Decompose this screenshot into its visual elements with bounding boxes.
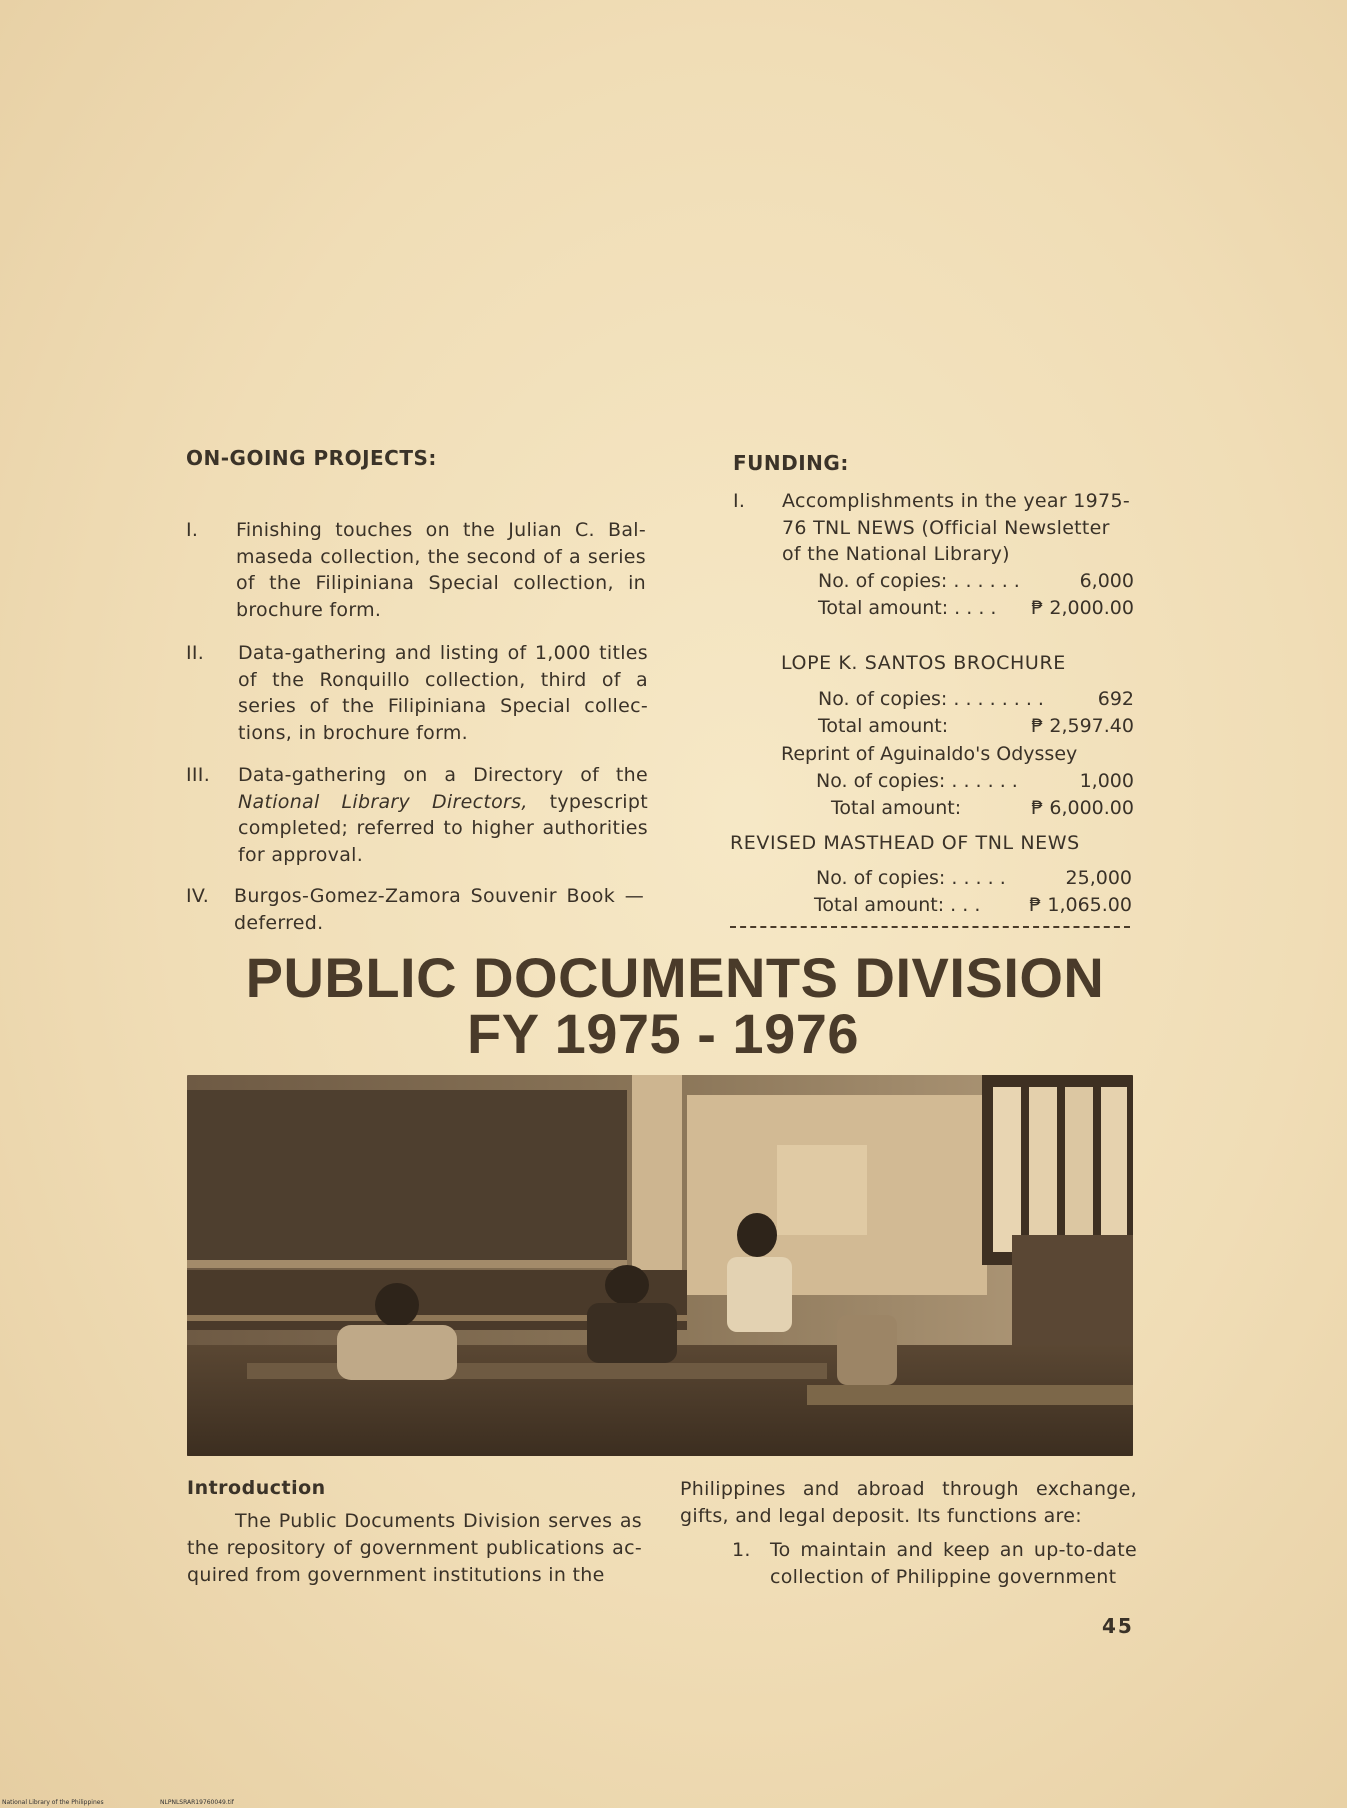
- row-value: ₱ 2,000.00: [1031, 597, 1134, 619]
- reprint-heading: Reprint of Aguinaldo's Odyssey: [781, 743, 1078, 765]
- library-reading-room-photo: [187, 1075, 1133, 1456]
- funding-item: [733, 488, 1133, 568]
- list-text-part: Data-gathering on a Directory of the: [238, 764, 648, 786]
- list-number: I.: [733, 490, 746, 512]
- lope-heading: LOPE K. SANTOS BROCHURE: [781, 652, 1066, 674]
- divider-line: [730, 926, 1130, 928]
- list-number: 1.: [732, 1539, 751, 1561]
- row-label: No. of copies: . . . . .: [816, 867, 1006, 889]
- tnl-amount-row: [818, 595, 1134, 621]
- row-value: 1,000: [1079, 770, 1134, 792]
- row-label: Total amount:: [818, 715, 949, 737]
- function-list-item: [732, 1537, 1137, 1597]
- row-value: ₱ 6,000.00: [1031, 797, 1134, 819]
- row-value: ₱ 2,597.40: [1031, 715, 1134, 737]
- row-label: No. of copies: . . . . . .: [818, 570, 1020, 592]
- row-value: ₱ 1,065.00: [1029, 894, 1132, 916]
- list-text: To maintain and keep an up-to-date collection of Philippine government: [770, 1539, 1137, 1588]
- list-text: Data-gathering and listing of 1,000 titles of the Ronquillo collection, third of a series of the Filipiniana Special collec-tions, in brochure form.: [238, 642, 648, 744]
- list-item: [186, 762, 648, 872]
- list-text: Burgos-Gomez-Zamora Souvenir Book — deferred.: [234, 885, 644, 934]
- row-label: Total amount: . . .: [814, 894, 981, 916]
- introduction-text-right: Philippines and abroad through exchange, gifts, and legal deposit. Its functions are:: [680, 1478, 1137, 1527]
- row-label: Total amount:: [831, 797, 962, 819]
- list-item: [186, 883, 648, 943]
- row-label: Total amount: . . . .: [818, 597, 997, 619]
- row-value: 6,000: [1079, 570, 1134, 592]
- funding-heading: FUNDING:: [733, 451, 849, 475]
- list-item: [186, 640, 648, 750]
- list-text-part: typescript completed; referred to higher authorities for approval.: [238, 790, 648, 866]
- introduction-heading: Introduction: [187, 1477, 326, 1499]
- list-item: [186, 517, 648, 627]
- reprint-amount-row: [831, 795, 1134, 821]
- lope-amount-row: [818, 713, 1134, 739]
- page-number: 45: [1102, 1614, 1134, 1638]
- list-text-italic: National Library Directors,: [238, 790, 528, 813]
- row-value: 692: [1097, 688, 1134, 710]
- lope-copies-row: [818, 686, 1134, 712]
- masthead-heading: REVISED MASTHEAD OF TNL NEWS: [730, 832, 1080, 854]
- list-number: I.: [186, 519, 199, 541]
- row-label: No. of copies: . . . . . . . .: [818, 688, 1044, 710]
- list-text: [238, 762, 648, 868]
- scan-footer-right: NLPNLSRAR19760049.tif: [160, 1799, 234, 1806]
- row-value: 25,000: [1065, 867, 1132, 889]
- list-text: Finishing touches on the Julian C. Bal-maseda collection, the second of a series of the Filipiniana Special collection, in brochure form.: [236, 519, 646, 621]
- list-number: II.: [186, 642, 205, 664]
- reprint-copies-row: [816, 768, 1134, 794]
- masthead-amount-row: [814, 892, 1132, 918]
- page-subtitle: FY 1975 - 1976: [466, 1002, 860, 1065]
- page-title: PUBLIC DOCUMENTS DIVISION: [245, 946, 1105, 1009]
- ongoing-projects-heading: ON-GOING PROJECTS:: [186, 446, 437, 470]
- introduction-text-left: The Public Documents Division serves as the repository of government publications ac-quired from government institutions in the: [187, 1510, 642, 1586]
- tnl-copies-row: [818, 568, 1134, 594]
- scan-footer-left: National Library of the Philippines: [2, 1799, 104, 1806]
- masthead-copies-row: [816, 865, 1132, 891]
- list-number: IV.: [186, 885, 210, 907]
- row-label: No. of copies: . . . . . .: [816, 770, 1018, 792]
- list-text: Accomplishments in the year 1975-76 TNL NEWS (Official Newsletter of the National Library): [782, 490, 1130, 565]
- list-number: III.: [186, 764, 211, 786]
